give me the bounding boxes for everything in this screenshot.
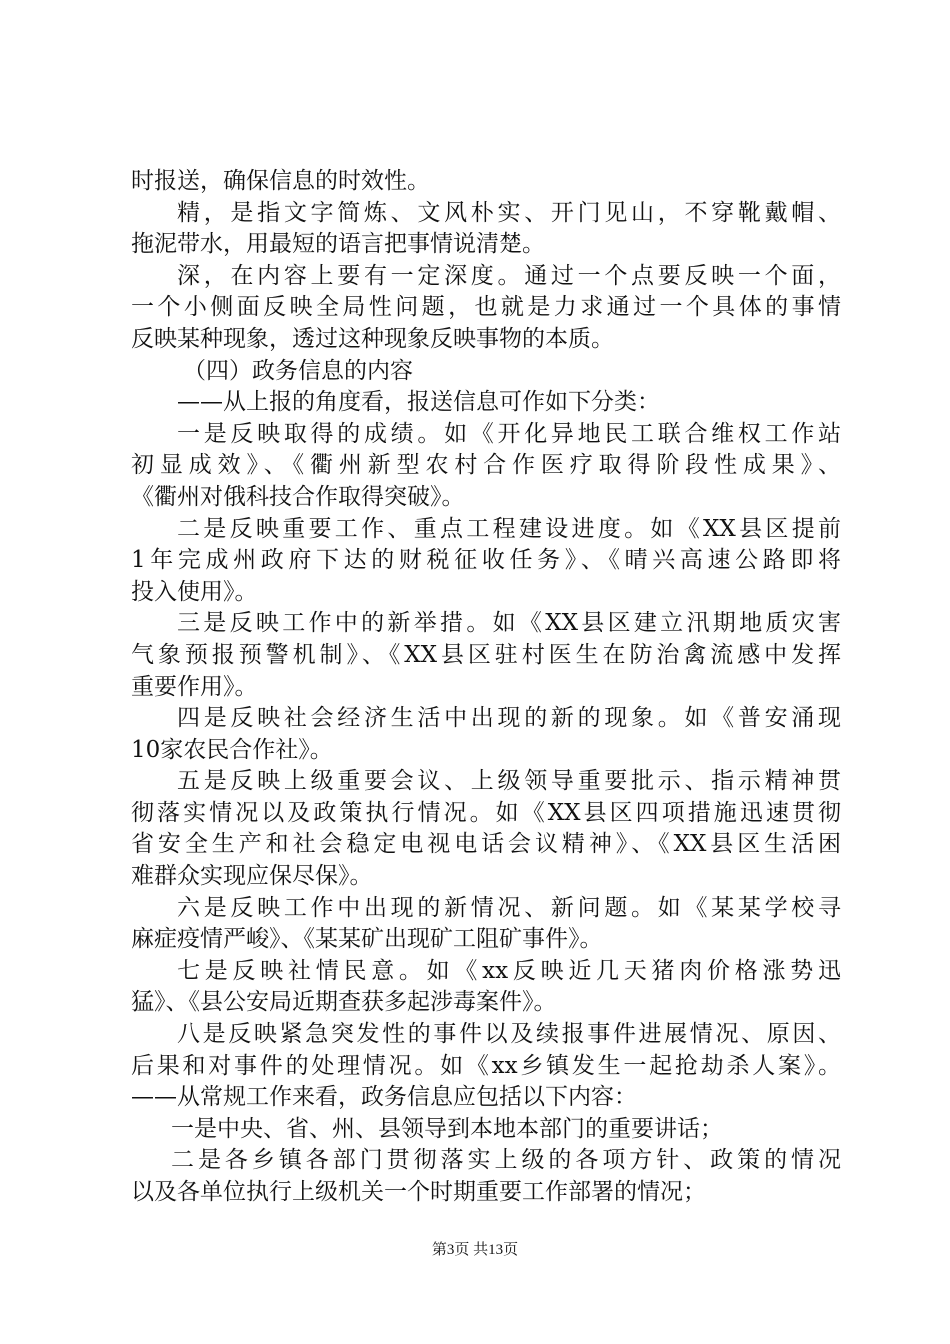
page-footer	[0, 1238, 950, 1259]
body-text	[131, 166, 841, 1209]
text-line: 二是反映重要工作、重点工程建设进度。如《XX县区提前	[177, 515, 841, 542]
text-line: 重要作用》。	[131, 673, 258, 700]
page-number-label: 第3页 共13页	[431, 1242, 519, 1258]
text-line: 一是反映取得的成绩。如《开化异地民工联合维权工作站	[177, 420, 841, 447]
text-line: 1年完成州政府下达的财税征收任务》、《晴兴高速公路即将	[131, 547, 841, 574]
text-line: 猛》、《县公安局近期查获多起涉毒案件》。	[131, 989, 557, 1016]
text-line: 后果和对事件的处理情况。如《xx乡镇发生一起抢劫杀人案》。	[131, 1052, 841, 1079]
text-line: 八是反映紧急突发性的事件以及续报事件进展情况、原因、	[177, 1021, 841, 1048]
text-line: 投入使用》。	[131, 578, 258, 605]
text-line: 麻症疫情严峻》、《某某矿出现矿工阻矿事件》。	[131, 926, 603, 953]
text-line: 深，在内容上要有一定深度。通过一个点要反映一个面，	[177, 262, 841, 289]
text-line: 时报送，确保信息的时效性。	[131, 168, 430, 194]
text-line: ——从常规工作来看，政务信息应包括以下内容：	[131, 1084, 637, 1111]
section-heading: （四）政务信息的内容	[183, 357, 413, 384]
text-line: 气象预报预警机制》、《XX县区驻村医生在防治禽流感中发挥	[131, 641, 841, 668]
text-line: ——从上报的角度看，报送信息可作如下分类：	[177, 389, 660, 416]
text-line: 拖泥带水，用最短的语言把事情说清楚。	[131, 231, 545, 258]
text-line: 彻落实情况以及政策执行情况。如《XX县区四项措施迅速贯彻	[131, 799, 841, 826]
text-line: 10家农民合作社》。	[131, 736, 333, 763]
text-line: 难群众实现应保尽保》。	[131, 863, 373, 890]
text-line: 二是各乡镇各部门贯彻落实上级的各项方针、政策的情况	[171, 1147, 841, 1174]
text-line: 一是中央、省、州、县领导到本地本部门的重要讲话；	[171, 1115, 723, 1142]
text-line: 一个小侧面反映全局性问题，也就是力求通过一个具体的事情	[131, 294, 841, 321]
text-line: 省安全生产和社会稳定电视电话会议精神》、《XX县区生活困	[131, 831, 841, 858]
text-line: 六是反映工作中出现的新情况、新问题。如《某某学校寻	[177, 894, 841, 921]
text-line: 三是反映工作中的新举措。如《XX县区建立汛期地质灾害	[177, 610, 841, 637]
text-line: 四是反映社会经济生活中出现的新的现象。如《普安涌现	[177, 705, 841, 732]
text-line: 七是反映社情民意。如《xx反映近几天猪肉价格涨势迅	[177, 957, 841, 984]
text-line: 《衢州对俄科技合作取得突破》。	[131, 483, 465, 510]
text-line: 反映某种现象，透过这种现象反映事物的本质。	[131, 325, 614, 352]
text-line: 精，是指文字简炼、文风朴实、开门见山，不穿靴戴帽、	[177, 199, 841, 226]
text-line: 初显成效》、《衢州新型农村合作医疗取得阶段性成果》、	[131, 452, 841, 479]
text-line: 以及各单位执行上级机关一个时期重要工作部署的情况；	[131, 1179, 706, 1205]
text-line: 五是反映上级重要会议、上级领导重要批示、指示精神贯	[177, 768, 841, 795]
